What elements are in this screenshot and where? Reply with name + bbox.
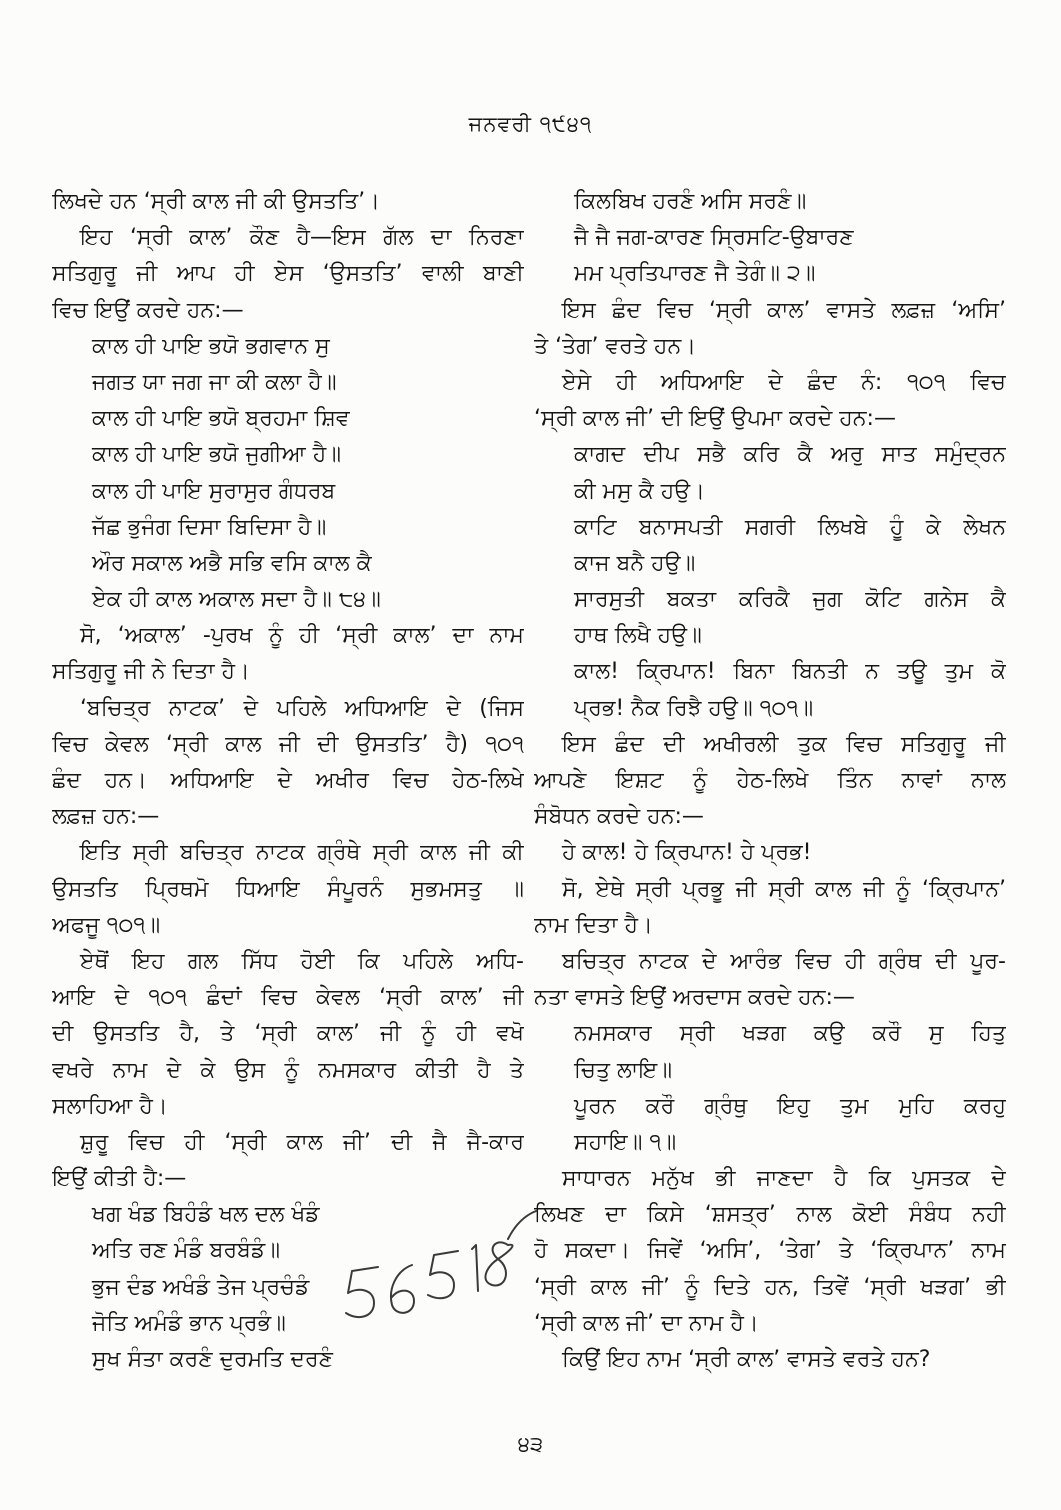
verse-line: ਚਿਤੁ ਲਾਇ॥: [574, 1057, 673, 1083]
text-line: ਏਸੇ ਹੀ ਅਧਿਆਇ ਦੇ ਛੰਦ ਨੰ: ੧੦੧ ਵਿਚ: [562, 369, 1006, 395]
text-line: ਸੋ, ਏਥੇ ਸ੍ਰੀ ਪ੍ਰਭੂ ਜੀ ਸ੍ਰੀ ਕਾਲ ਜੀ ਨੂੰ ‘ਕ੍ਰਿਪਾਨ’: [562, 876, 1006, 902]
text-line: ਤੇ ‘ਤੇਗ’ ਵਰਤੇ ਹਨ।: [534, 333, 697, 359]
text-line: ਏਥੋਂ ਇਹ ਗਲ ਸਿੱਧ ਹੋਈ ਕਿ ਪਹਿਲੇ ਅਧਿ-: [80, 948, 524, 974]
text-line: ਅਫਜੂ ੧੦੧॥: [52, 912, 161, 938]
verse-line: ਏਕ ਹੀ ਕਾਲ ਅਕਾਲ ਸਦਾ ਹੈ॥ ੮੪॥: [92, 587, 381, 613]
text-line: ਆਇ ਦੇ ੧੦੧ ਛੰਦਾਂ ਵਿਚ ਕੇਵਲ ‘ਸ੍ਰੀ ਕਾਲ’ ਜੀ: [52, 985, 524, 1011]
text-line: ਉਸਤਤਿ ਪ੍ਰਿਥਮੋ ਧਿਆਇ ਸੰਪੂਰਨੰ ਸੁਭਮਸਤੁ ॥: [52, 876, 524, 902]
text-line: ਇਸ ਛੰਦ ਵਿਚ ‘ਸ੍ਰੀ ਕਾਲ’ ਵਾਸਤੇ ਲਫ਼ਜ਼ ‘ਅਸਿ’: [562, 297, 1006, 323]
handwritten-number: [330, 1205, 540, 1325]
verse-line: ਕਾਗਦ ਦੀਪ ਸਭੈ ਕਰਿ ਕੈ ਅਰੁ ਸਾਤ ਸਮੁੰਦ੍ਰਨ: [574, 442, 1006, 468]
verse-line: ਸਹਾਇ॥ ੧॥: [574, 1129, 677, 1155]
text-line: ਵਖਰੇ ਨਾਮ ਦੇ ਕੇ ਉਸ ਨੂੰ ਨਮਸਕਾਰ ਕੀਤੀ ਹੈ ਤੇ: [52, 1057, 524, 1083]
verse-line: ਸੁਖ ਸੰਤਾ ਕਰਣੰ ਦੁਰਮਤਿ ਦਰਣੰ: [92, 1347, 333, 1372]
verse-line: ਜੱਛ ਭੁਜੰਗ ਦਿਸਾ ਬਿਦਿਸਾ ਹੈ॥: [92, 514, 327, 540]
text-line: ਲਿਖਦੇ ਹਨ ‘ਸ੍ਰੀ ਕਾਲ ਜੀ ਕੀ ਉਸਤਤਿ’।: [52, 189, 380, 214]
verse-line: ਕਿਲਬਿਖ ਹਰਣੰ ਅਸਿ ਸਰਣੰ॥: [574, 189, 807, 214]
text-line: ਲਫ਼ਜ਼ ਹਨ:—: [52, 804, 160, 830]
text-line: ਵਿਚ ਕੇਵਲ ‘ਸ੍ਰੀ ਕਾਲ ਜੀ ਦੀ ਉਸਤਤਿ’ ਹੈ) ੧੦੧: [52, 731, 524, 757]
right-column: [534, 184, 1006, 1378]
verse-line: ਹਾਥ ਲਿਖੈ ਹਉ॥: [574, 623, 702, 649]
verse-line: ਕਾਲ! ਕ੍ਰਿਪਾਨ! ਬਿਨਾ ਬਿਨਤੀ ਨ ਤਊ ਤੁਮ ਕੋ: [574, 659, 1006, 685]
text-line: ਦੀ ਉਸਤਤਿ ਹੈ, ਤੇ ‘ਸ੍ਰੀ ਕਾਲ’ ਜੀ ਨੂੰ ਹੀ ਵਖੋ: [52, 1021, 524, 1047]
verse-line: ਮਮ ਪ੍ਰਤਿਪਾਰਣ ਜੈ ਤੇਗੰ॥ ੨॥: [574, 261, 816, 287]
verse-line: ਪ੍ਰਭ! ਨੈਕ ਰਿਝੈ ਹਉ॥ ੧੦੧॥: [574, 695, 814, 721]
verse-line: ਖਗ ਖੰਡ ਬਿਹੰਡੰ ਖਲ ਦਲ ਖੰਡੰ: [92, 1202, 320, 1228]
verse-line: ਸਾਰਸੁਤੀ ਬਕਤਾ ਕਰਿਕੈ ਜੁਗ ਕੋਟਿ ਗਨੇਸ ਕੈ: [574, 587, 1006, 613]
text-line: ਸਲਾਹਿਆ ਹੈ।: [52, 1093, 168, 1119]
text-line: ਨਤਾ ਵਾਸਤੇ ਇਉਂ ਅਰਦਾਸ ਕਰਦੇ ਹਨ:—: [534, 985, 855, 1011]
text-line: ਸਤਿਗੁਰੂ ਜੀ ਆਪ ਹੀ ਏਸ ‘ਉਸਤਤਿ’ ਵਾਲੀ ਬਾਣੀ: [52, 261, 524, 287]
verse-line: ਕਾਜ ਬਨੈ ਹਉ॥: [574, 550, 696, 576]
text-line: ਇਸ ਛੰਦ ਦੀ ਅਖੀਰਲੀ ਤੁਕ ਵਿਚ ਸਤਿਗੁਰੂ ਜੀ: [562, 731, 1006, 757]
verse-line: ਕਾਲ ਹੀ ਪਾਇ ਭਯੋ ਬ੍ਰਹਮਾ ਸ਼ਿਵ: [92, 406, 350, 432]
text-line: ਲਿਖਣ ਦਾ ਕਿਸੇ ‘ਸ਼ਸਤ੍ਰ’ ਨਾਲ ਕੋਈ ਸੰਬੰਧ ਨਹੀ: [534, 1202, 1006, 1228]
left-column: [52, 184, 524, 1378]
verse-line: ਪੂਰਨ ਕਰੌ ਗ੍ਰੰਥੁ ਇਹੁ ਤੁਮ ਮੁਹਿ ਕਰਹੁ: [574, 1093, 1006, 1119]
text-line: ਸਾਧਾਰਨ ਮਨੁੱਖ ਭੀ ਜਾਣਦਾ ਹੈ ਕਿ ਪੁਸਤਕ ਦੇ: [562, 1166, 1006, 1192]
verse-line: ਅਤਿ ਰਣ ਮੰਡੰ ਬਰਬੰਡੰ॥: [92, 1238, 281, 1264]
text-line: ‘ਸ੍ਰੀ ਕਾਲ ਜੀ’ ਨੂੰ ਦਿਤੇ ਹਨ, ਤਿਵੇਂ ‘ਸ੍ਰੀ ਖੜਗ’ ਭੀ: [534, 1274, 1006, 1300]
text-line: ਬਚਿਤ੍ਰ ਨਾਟਕ ਦੇ ਆਰੰਭ ਵਿਚ ਹੀ ਗ੍ਰੰਥ ਦੀ ਪੂਰ-: [562, 948, 1006, 974]
page-header: ਜਨਵਰੀ ੧੯੪੧: [468, 112, 593, 136]
text-line: ਕਿਉਂ ਇਹ ਨਾਮ ‘ਸ੍ਰੀ ਕਾਲ’ ਵਾਸਤੇ ਵਰਤੇ ਹਨ?: [562, 1347, 931, 1372]
text-line: ਹੇ ਕਾਲ! ਹੇ ਕ੍ਰਿਪਾਨ! ਹੇ ਪ੍ਰਭ!: [562, 840, 812, 866]
verse-line: ਜੈ ਜੈ ਜਗ-ਕਾਰਣ ਸ੍ਰਿਸਟਿ-ਉਬਾਰਣ: [574, 225, 854, 251]
text-line: ਇਤਿ ਸ੍ਰੀ ਬਚਿਤ੍ਰ ਨਾਟਕ ਗ੍ਰੰਥੇ ਸ੍ਰੀ ਕਾਲ ਜੀ ਕੀ: [80, 840, 524, 866]
verse-line: ਨਮਸਕਾਰ ਸ੍ਰੀ ਖੜਗ ਕਉ ਕਰੌ ਸੁ ਹਿਤੁ: [574, 1021, 1006, 1047]
text-line: ਇਹ ‘ਸ੍ਰੀ ਕਾਲ’ ਕੌਣ ਹੈ—ਇਸ ਗੱਲ ਦਾ ਨਿਰਣਾ: [80, 225, 524, 251]
text-line: ‘ਸ੍ਰੀ ਕਾਲ ਜੀ’ ਦਾ ਨਾਮ ਹੈ।: [534, 1310, 759, 1336]
text-line: ਆਪਣੇ ਇਸ਼ਟ ਨੂੰ ਹੇਠ-ਲਿਖੇ ਤਿੰਨ ਨਾਵਾਂ ਨਾਲ: [534, 768, 1006, 793]
text-line: ਛੰਦ ਹਨ। ਅਧਿਆਇ ਦੇ ਅਖੀਰ ਵਿਚ ਹੇਠ-ਲਿਖੇ: [52, 768, 524, 793]
text-line: ‘ਬਚਿਤ੍ਰ ਨਾਟਕ’ ਦੇ ਪਹਿਲੇ ਅਧਿਆਇ ਦੇ (ਜਿਸ: [80, 695, 524, 721]
text-line: ਸੋ, ‘ਅਕਾਲ’ -ਪੁਰਖ ਨੂੰ ਹੀ ‘ਸ੍ਰੀ ਕਾਲ’ ਦਾ ਨਾਮ: [80, 623, 524, 649]
text-line: ਵਿਚ ਇਉਂ ਕਰਦੇ ਹਨ:—: [52, 297, 244, 323]
page-number: ੪੩: [517, 1432, 544, 1456]
text-line: ‘ਸ੍ਰੀ ਕਾਲ ਜੀ’ ਦੀ ਇਉਂ ਉਪਮਾ ਕਰਦੇ ਹਨ:—: [534, 406, 896, 432]
text-line: ਸਤਿਗੁਰੂ ਜੀ ਨੇ ਦਿਤਾ ਹੈ।: [52, 659, 250, 685]
verse-line: ਔਰ ਸਕਾਲ ਅਭੈ ਸਭਿ ਵਸਿ ਕਾਲ ਕੈ: [92, 550, 372, 576]
verse-line: ਭੁਜ ਦੰਡ ਅਖੰਡੰ ਤੇਜ ਪ੍ਰਚੰਡੰ: [92, 1274, 310, 1300]
text-line: ਨਾਮ ਦਿਤਾ ਹੈ।: [534, 912, 653, 938]
verse-line: ਕੀ ਮਸੁ ਕੈ ਹਉ।: [574, 478, 705, 504]
verse-line: ਕਾਲ ਹੀ ਪਾਇ ਸੁਰਾਸੁਰ ਗੰਧਰਬ: [92, 478, 336, 504]
verse-line: ਜੋਤਿ ਅਮੰਡੰ ਭਾਨ ਪ੍ਰਭੰ॥: [92, 1310, 286, 1336]
text-line: ਇਉਂ ਕੀਤੀ ਹੈ:—: [52, 1166, 187, 1192]
text-line: ਸ਼ੁਰੂ ਵਿਚ ਹੀ ‘ਸ੍ਰੀ ਕਾਲ ਜੀ’ ਦੀ ਜੈ ਜੈ-ਕਾਰ: [80, 1129, 524, 1155]
text-line: ਹੋ ਸਕਦਾ। ਜਿਵੇਂ ‘ਅਸਿ’, ‘ਤੇਗ’ ਤੇ ‘ਕ੍ਰਿਪਾਨ’ ਨਾਮ: [534, 1238, 1006, 1264]
verse-line: ਕਾਲ ਹੀ ਪਾਇ ਭਯੋ ਭਗਵਾਨ ਸੁ: [92, 333, 330, 359]
verse-line: ਕਾਟਿ ਬਨਾਸਪਤੀ ਸਗਰੀ ਲਿਖਬੇ ਹੂੰ ਕੇ ਲੇਖਨ: [574, 514, 1006, 540]
verse-line: ਕਾਲ ਹੀ ਪਾਇ ਭਯੋ ਜੁਗੀਆ ਹੈ॥: [92, 442, 342, 468]
verse-line: ਜਗਤ ਯਾ ਜਗ ਜਾ ਕੀ ਕਲਾ ਹੈ॥: [92, 369, 337, 395]
text-line: ਸੰਬੋਧਨ ਕਰਦੇ ਹਨ:—: [534, 804, 704, 830]
